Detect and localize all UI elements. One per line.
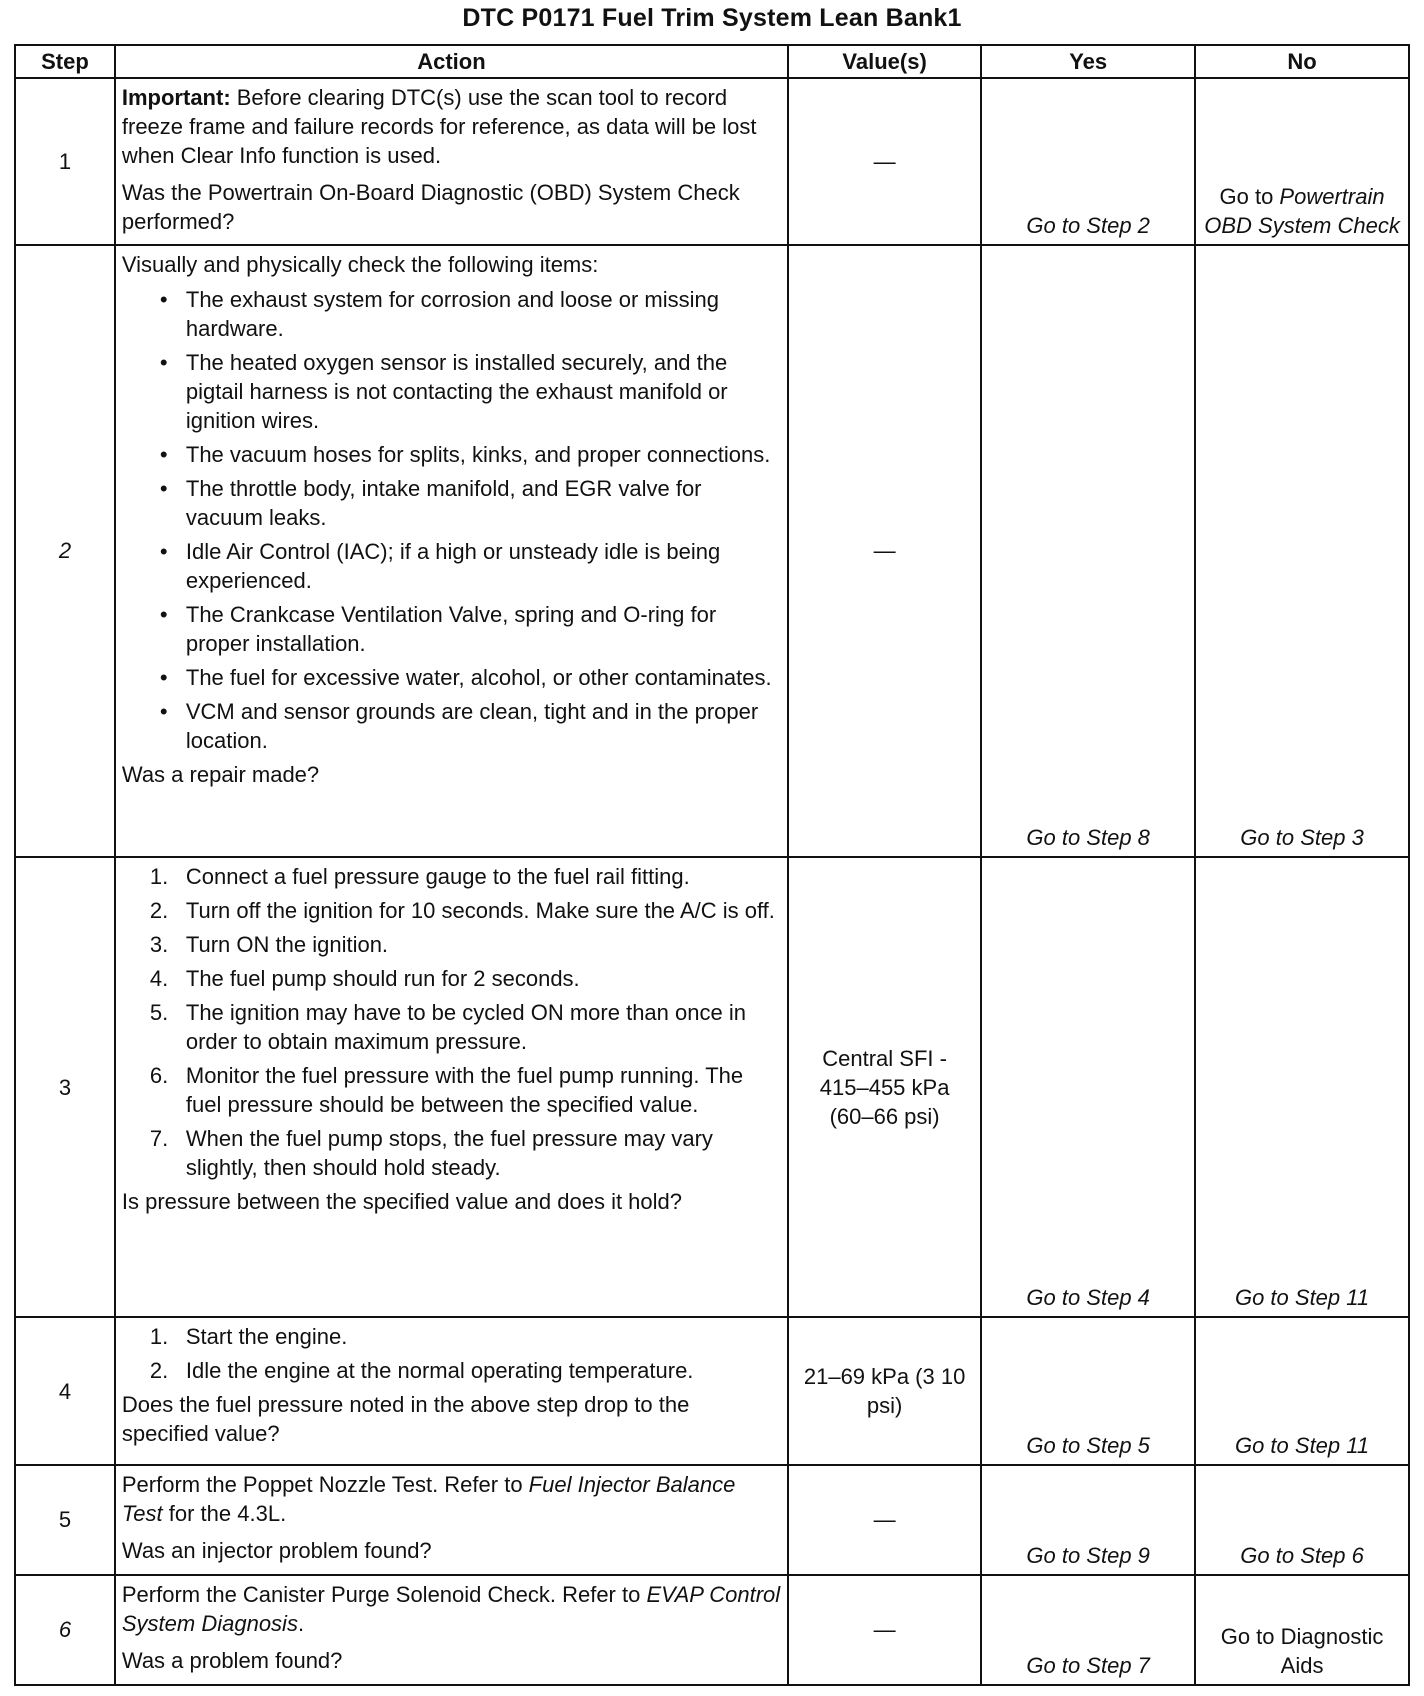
list-item-text: Start the engine. <box>185 1324 348 1350</box>
list-item <box>122 285 781 343</box>
step-question: Was a repair made? <box>121 762 320 788</box>
step-action <box>115 1317 788 1464</box>
list-item-text: The fuel pump should run for 2 seconds. <box>185 965 580 991</box>
bullet: • <box>159 442 168 468</box>
no-link[interactable]: Go to Step 11 <box>1195 857 1409 1318</box>
no-link[interactable]: Go to Step 3 <box>1195 245 1409 856</box>
step-value: — <box>788 78 981 245</box>
step-question: Was an injector problem found? <box>121 1537 432 1563</box>
bullet: • <box>159 665 168 691</box>
list-item <box>122 1061 781 1119</box>
table-row-step-1 <box>15 78 1409 245</box>
list-number: 6. <box>149 1062 169 1088</box>
list-item-text: The heated oxygen sensor is installed securely, and the pigtail harness is not contacting the exhaust manifold or ignition wires. <box>185 350 728 434</box>
header-action: Action <box>115 45 788 78</box>
step-number: 6 <box>15 1575 115 1685</box>
list-item-text: Turn off the ignition for 10 seconds. Make sure the A/C is off. <box>185 897 775 923</box>
important-text: Before clearing DTC(s) use the scan tool to record freeze frame and failure records for reference, as data will be lost when Clear Info function is used. <box>121 85 757 168</box>
step-question: Is pressure between the specified value and does it hold? <box>121 1188 683 1214</box>
list-number: 2. <box>149 897 169 923</box>
no-link[interactable]: Go to Step 6 <box>1195 1465 1409 1575</box>
yes-link[interactable]: Go to Step 7 <box>981 1575 1195 1685</box>
step-action <box>115 1465 788 1575</box>
list-item <box>122 348 781 435</box>
list-number: 1. <box>149 863 169 889</box>
list-item <box>122 964 781 993</box>
step-question: Was the Powertrain On-Board Diagnostic (OBD) System Check performed? <box>121 180 740 234</box>
list-item-text: Idle Air Control (IAC); if a high or unsteady idle is being experienced. <box>185 539 721 594</box>
step-number: 5 <box>15 1465 115 1575</box>
step-value: Central SFI - 415–455 kPa (60–66 psi) <box>788 857 981 1318</box>
table-row-step-6 <box>15 1575 1409 1685</box>
list-item-text: Idle the engine at the normal operating temperature. <box>185 1358 694 1384</box>
list-item <box>122 1124 781 1182</box>
list-item <box>122 1322 781 1351</box>
step-number: 3 <box>15 857 115 1318</box>
important-label: Important: <box>121 85 231 110</box>
list-item <box>122 537 781 595</box>
no-link[interactable]: Go to Step 11 <box>1195 1317 1409 1464</box>
no-link[interactable] <box>1195 78 1409 245</box>
step-text-suffix: for the 4.3L. <box>162 1500 287 1526</box>
step-text-reference[interactable]: Fuel Injector Balance Test <box>121 1471 736 1526</box>
step-action <box>115 78 788 245</box>
step-text-suffix: . <box>297 1610 305 1636</box>
step-question: Was a problem found? <box>121 1647 343 1673</box>
yes-link[interactable]: Go to Step 9 <box>981 1465 1195 1575</box>
bullet: • <box>159 350 168 376</box>
header-values: Value(s) <box>788 45 981 78</box>
step-text-reference[interactable]: EVAP Control System Diagnosis <box>121 1581 781 1636</box>
list-item <box>122 998 781 1056</box>
list-number: 1. <box>149 1324 169 1350</box>
step-number: 4 <box>15 1317 115 1464</box>
list-item-text: The ignition may have to be cycled ON more than once in order to obtain maximum pressure. <box>185 999 746 1054</box>
no-link[interactable]: Go to Diagnostic Aids <box>1195 1575 1409 1685</box>
yes-link[interactable]: Go to Step 4 <box>981 857 1195 1318</box>
no-link-prefix: Go to <box>1219 184 1280 210</box>
list-item-text: The fuel for excessive water, alcohol, or other contaminates. <box>185 665 772 691</box>
step-intro: Visually and physically check the following items: <box>121 252 599 278</box>
bullet: • <box>159 539 168 565</box>
table-row-step-5 <box>15 1465 1409 1575</box>
yes-link[interactable]: Go to Step 8 <box>981 245 1195 856</box>
bullet: • <box>159 476 168 502</box>
step-text-prefix: Perform the Canister Purge Solenoid Check. Refer to <box>121 1581 647 1607</box>
step-value: — <box>788 1575 981 1685</box>
list-item <box>122 896 781 925</box>
no-link-reference: Powertrain OBD System Check <box>1204 184 1400 239</box>
procedure-list <box>122 1322 781 1385</box>
table-row-step-3 <box>15 857 1409 1318</box>
page-title: DTC P0171 Fuel Trim System Lean Bank1 <box>462 4 962 32</box>
header-step: Step <box>15 45 115 78</box>
step-question: Does the fuel pressure noted in the above step drop to the specified value? <box>121 1392 690 1447</box>
yes-link[interactable]: Go to Step 5 <box>981 1317 1195 1464</box>
list-item-text: The Crankcase Ventilation Valve, spring and O-ring for proper installation. <box>185 602 717 657</box>
header-no: No <box>1195 45 1409 78</box>
list-item-text: Monitor the fuel pressure with the fuel pump running. The fuel pressure should be between the specified value. <box>185 1062 744 1117</box>
bullet: • <box>159 699 168 725</box>
list-item-text: The exhaust system for corrosion and loose or missing hardware. <box>185 287 719 342</box>
list-number: 3. <box>149 931 169 957</box>
table-row-step-4 <box>15 1317 1409 1464</box>
step-value: — <box>788 1465 981 1575</box>
step-action <box>115 857 788 1318</box>
list-item-text: The vacuum hoses for splits, kinks, and proper connections. <box>185 442 771 468</box>
list-item <box>122 663 781 692</box>
table-row-step-2 <box>15 245 1409 856</box>
procedure-list <box>122 862 781 1182</box>
diagnostic-table <box>14 44 1410 1686</box>
list-item <box>122 1356 781 1385</box>
list-item <box>122 474 781 532</box>
header-yes: Yes <box>981 45 1195 78</box>
step-action <box>115 245 788 856</box>
check-list <box>122 285 781 755</box>
list-item-text: VCM and sensor grounds are clean, tight and in the proper location. <box>185 699 759 754</box>
list-item <box>122 930 781 959</box>
list-number: 5. <box>149 999 169 1025</box>
list-item <box>122 697 781 755</box>
yes-link[interactable]: Go to Step 2 <box>981 78 1195 245</box>
list-number: 7. <box>149 1125 169 1151</box>
step-value: — <box>788 245 981 856</box>
table-header-row <box>15 45 1409 78</box>
bullet: • <box>159 602 168 628</box>
step-value: 21–69 kPa (3 10 psi) <box>788 1317 981 1464</box>
list-number: 2. <box>149 1358 169 1384</box>
bullet: • <box>159 287 168 313</box>
list-item-text: Turn ON the ignition. <box>185 931 389 957</box>
step-action <box>115 1575 788 1685</box>
list-item <box>122 440 781 469</box>
list-item <box>122 600 781 658</box>
step-text-prefix: Perform the Poppet Nozzle Test. Refer to <box>121 1471 529 1497</box>
step-number: 1 <box>15 78 115 245</box>
list-number: 4. <box>149 965 169 991</box>
step-number: 2 <box>15 245 115 856</box>
list-item-text: Connect a fuel pressure gauge to the fuel rail fitting. <box>185 863 690 889</box>
list-item <box>122 862 781 891</box>
list-item-text: When the fuel pump stops, the fuel pressure may vary slightly, then should hold steady. <box>185 1125 713 1180</box>
list-item-text: The throttle body, intake manifold, and EGR valve for vacuum leaks. <box>185 476 702 531</box>
